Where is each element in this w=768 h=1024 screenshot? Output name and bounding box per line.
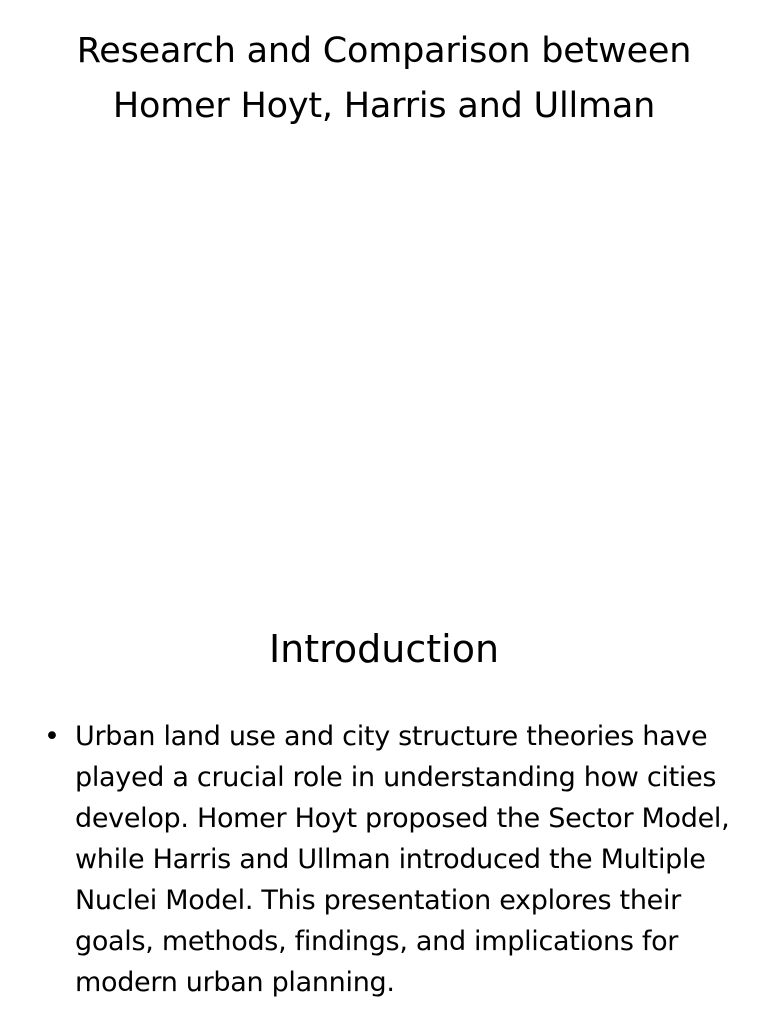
bullet-icon: • [44, 721, 60, 752]
bullet-item [44, 716, 734, 1003]
presentation-title: Research and Comparison between Homer Hoyt, Harris and Ullman [76, 31, 692, 126]
bullet-list [44, 716, 734, 1003]
slide-title: Introduction [268, 627, 500, 671]
introduction-slide [0, 576, 768, 1024]
bullet-text: Urban land use and city structure theories have played a crucial role in understanding how cities develop. Homer Hoyt proposed the Sector Model, while Harris and Ullman introduced the Multiple Nuclei Model. This presentation explores their goals, methods, findings, and implications for modern urban planning. [75, 721, 730, 998]
